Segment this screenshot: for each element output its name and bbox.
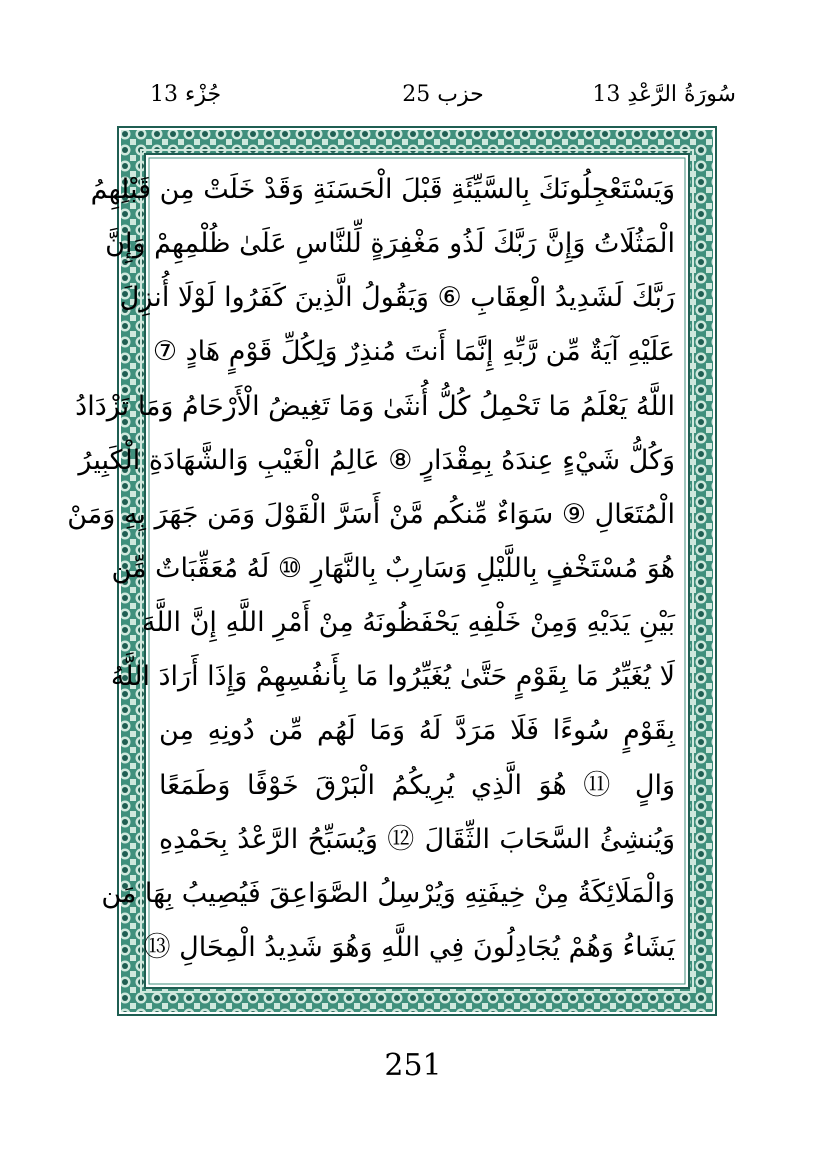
text-line: اللَّهُ يَعْلَمُ مَا تَحْمِلُ كُلُّ أُنثَىٰ وَمَا تَغِيضُ الْأَرْحَامُ وَمَا تَزْدَادُ	[75, 390, 675, 422]
text-line: وَالْمَلَائِكَةُ مِنْ خِيفَتِهِ وَيُرْسِلُ الصَّوَاعِقَ فَيُصِيبُ بِهَا مَن	[101, 877, 675, 909]
hizb-label: حزب 25	[402, 82, 484, 107]
text-line: بِقَوْمٍ سُوءًا فَلَا مَرَدَّ لَهُ وَمَا لَهُم مِّن دُونِهِ مِن	[159, 715, 675, 747]
juz-label: جُزْء 13	[150, 82, 222, 107]
text-line: الْمُتَعَالِ ⑨ سَوَاءٌ مِّنكُم مَّنْ أَسَرَّ الْقَوْلَ وَمَن جَهَرَ بِهِ وَمَنْ	[67, 498, 675, 530]
surah-title: سُورَةُ الرَّعْدِ 13	[592, 82, 736, 107]
page-header	[150, 82, 736, 118]
quran-text-body	[67, 162, 675, 976]
text-line: وَكُلُّ شَيْءٍ عِندَهُ بِمِقْدَارٍ ⑧ عَالِمُ الْغَيْبِ وَالشَّهَادَةِ الْكَبِيرُ	[78, 444, 675, 476]
text-line: يَشَاءُ وَهُمْ يُجَادِلُونَ فِي اللَّهِ وَهُوَ شَدِيدُ الْمِحَالِ ⑬	[143, 931, 675, 963]
text-line: وَالٍ ⑪ هُوَ الَّذِي يُرِيكُمُ الْبَرْقَ خَوْفًا وَطَمَعًا	[159, 769, 675, 801]
ornamental-frame	[67, 126, 717, 1016]
text-line: الْمَثُلَاتُ وَإِنَّ رَبَّكَ لَذُو مَغْفِرَةٍ لِّلنَّاسِ عَلَىٰ ظُلْمِهِمْ وَإِنَّ	[105, 228, 675, 260]
page-number: 251	[384, 1048, 442, 1083]
text-line: عَلَيْهِ آيَةٌ مِّن رَّبِّهِ إِنَّمَا أَنتَ مُنذِرٌ وَلِكُلِّ قَوْمٍ هَادٍ ⑦	[152, 336, 675, 368]
text-line: بَيْنِ يَدَيْهِ وَمِنْ خَلْفِهِ يَحْفَظُونَهُ مِنْ أَمْرِ اللَّهِ إِنَّ اللَّهَ	[141, 607, 675, 639]
text-line: وَيَسْتَعْجِلُونَكَ بِالسَّيِّئَةِ قَبْلَ الْحَسَنَةِ وَقَدْ خَلَتْ مِن قَبْلِهِمُ	[90, 174, 675, 205]
text-line: رَبَّكَ لَشَدِيدُ الْعِقَابِ ⑥ وَيَقُولُ الَّذِينَ كَفَرُوا لَوْلَا أُنزِلَ	[119, 282, 675, 314]
text-line: هُوَ مُسْتَخْفٍ بِاللَّيْلِ وَسَارِبٌ بِالنَّهَارِ ⑩ لَهُ مُعَقِّبَاتٌ مِّن	[111, 552, 675, 584]
text-line: وَيُنشِئُ السَّحَابَ الثِّقَالَ ⑫ وَيُسَبِّحُ الرَّعْدُ بِحَمْدِهِ	[159, 823, 675, 855]
text-line: لَا يُغَيِّرُ مَا بِقَوْمٍ حَتَّىٰ يُغَيِّرُوا مَا بِأَنفُسِهِمْ وَإِذَا أَرَادَ اللَّهُ	[110, 661, 675, 693]
